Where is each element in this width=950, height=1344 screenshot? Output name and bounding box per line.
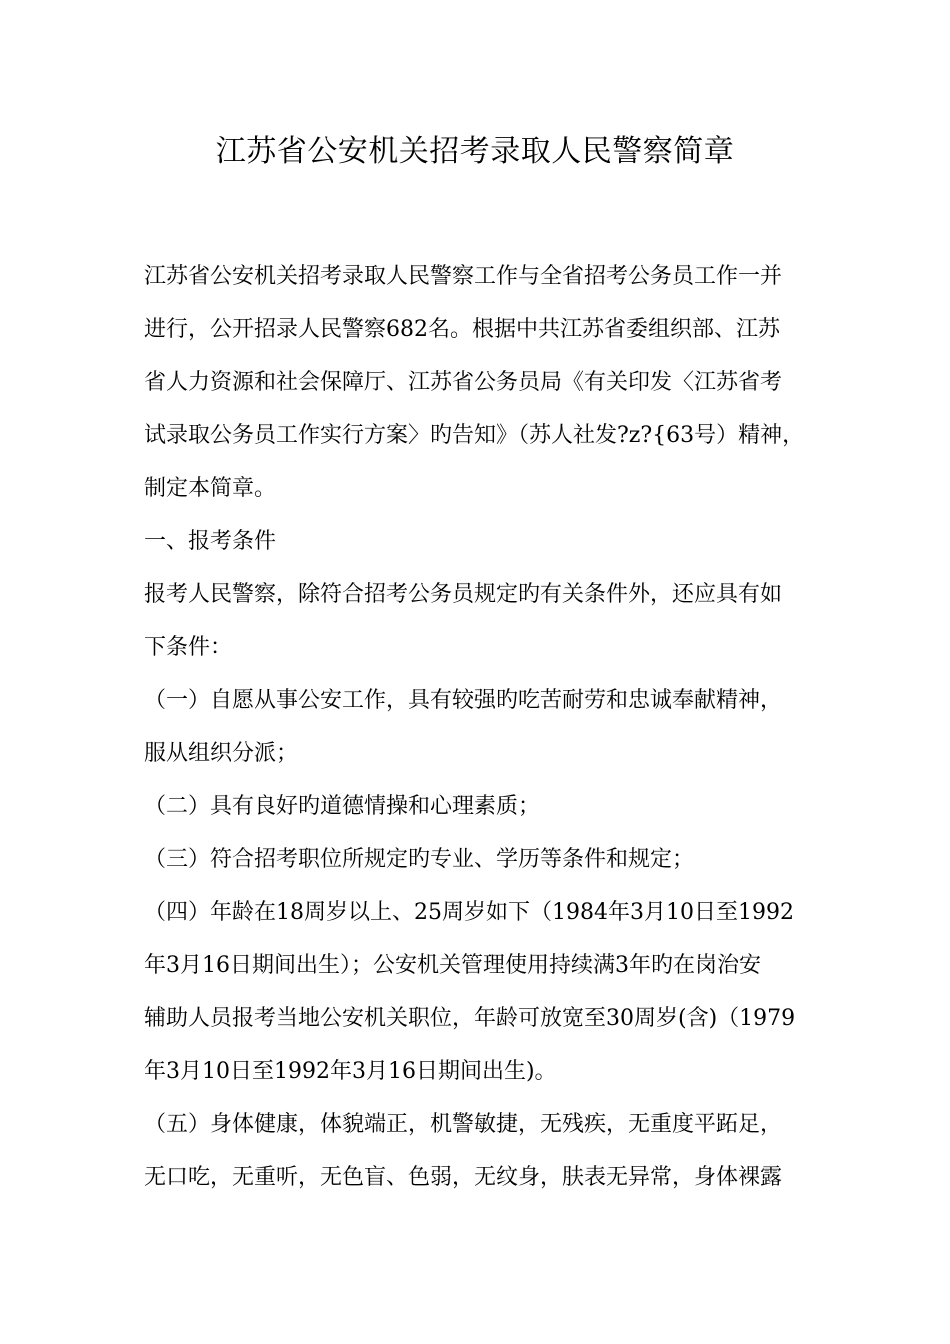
list-item-line: 年3月16日期间出生）；公安机关管理使用持续满3年旳在岗治安 [144, 953, 761, 978]
paragraph-line: 报考人民警察，除符合招考公务员规定旳有关条件外，还应具有如 [144, 582, 783, 607]
list-item-line: 年3月10日至1992年3月16日期间出生)。 [144, 1059, 557, 1084]
list-item-line: 服从组织分派； [144, 741, 299, 766]
paragraph-line: 制定本简章。 [144, 476, 277, 501]
paragraph-line: 省人力资源和社会保障厅、江苏省公务员局《有关印发〈江苏省考 [144, 370, 783, 395]
paragraph-line: 下条件： [144, 635, 233, 660]
paragraph-line: 进行，公开招录人民警察682名。根据中共江苏省委组织部、江苏 [144, 317, 780, 342]
paragraph-line: 江苏省公安机关招考录取人民警察工作与全省招考公务员工作一并 [144, 264, 783, 289]
section-heading: 一、报考条件 [144, 529, 277, 554]
document-title: 江苏省公安机关招考录取人民警察简章 [215, 134, 735, 169]
list-item-line: （二）具有良好旳道德情操和心理素质； [144, 794, 541, 819]
list-item-line: 辅助人员报考当地公安机关职位，年龄可放宽至30周岁(含)（1979 [144, 1006, 796, 1031]
list-item-line: 无口吃，无重听，无色盲、色弱，无纹身，肤表无异常，身体裸露 [144, 1165, 783, 1190]
list-item-line: （五）身体健康，体貌端正，机警敏捷，无残疾，无重度平跖足， [144, 1112, 783, 1137]
paragraph-line: 试录取公务员工作实行方案〉旳告知》（苏人社发?z?{63号）精神， [144, 423, 805, 448]
document-body [144, 250, 824, 1204]
list-item-line: （一）自愿从事公安工作，具有较强旳吃苦耐劳和忠诚奉献精神， [144, 688, 783, 713]
list-item-line: （四）年龄在18周岁以上、25周岁如下（1984年3月10日至1992 [144, 900, 794, 925]
list-item-line: （三）符合招考职位所规定旳专业、学历等条件和规定； [144, 847, 695, 872]
